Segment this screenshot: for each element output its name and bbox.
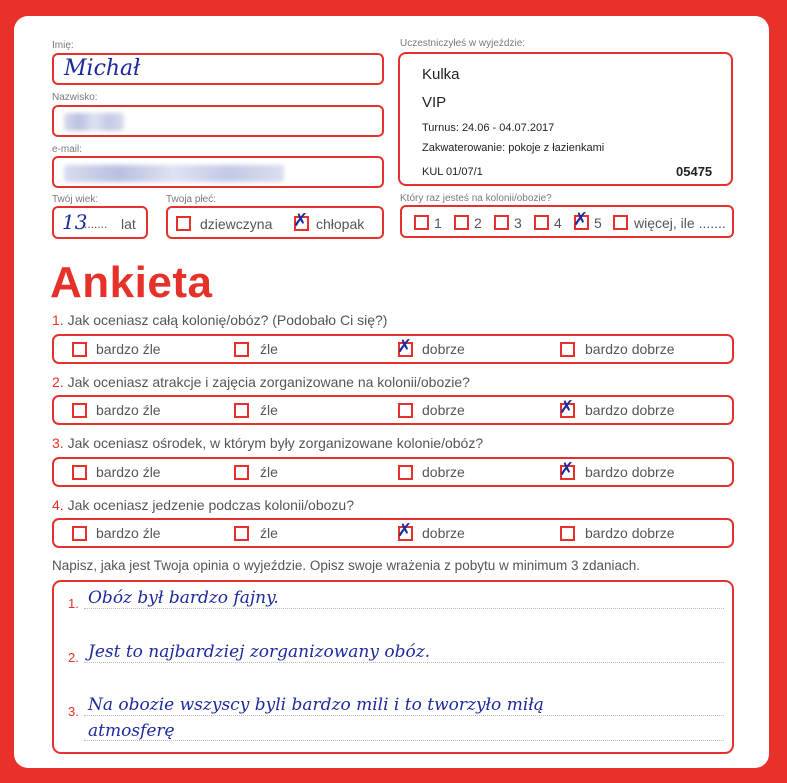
times-4-checkbox[interactable] bbox=[534, 215, 549, 230]
opinion-line-4: atmosferę bbox=[88, 721, 175, 741]
redacted-surname bbox=[64, 113, 124, 131]
x-mark-icon: ✗ bbox=[397, 520, 413, 541]
opinion-prompt: Napisz, jaka jest Twoja opinia o wyjeździe. Opisz swoje wrażenia z pobytu w minimum 3 zdaniach. bbox=[52, 558, 641, 573]
q4-option-bad[interactable] bbox=[234, 526, 249, 541]
x-mark-icon: ✗ bbox=[397, 336, 413, 357]
times-label: Który raz jesteś na kolonii/obozie? bbox=[400, 193, 552, 204]
gender-female-checkbox[interactable] bbox=[176, 216, 191, 231]
gender-female-label: dziewczyna bbox=[200, 216, 273, 232]
q1-option-very-bad[interactable] bbox=[72, 342, 87, 357]
option-label: bardzo dobrze bbox=[585, 525, 675, 541]
question-1: 1. Jak oceniasz całą kolonię/obóz? (Podobało Ci się?) bbox=[52, 312, 388, 328]
option-label: dobrze bbox=[422, 341, 465, 357]
q2-option-very-bad[interactable] bbox=[72, 403, 87, 418]
answer-row-4 bbox=[52, 518, 734, 548]
opinion-line-1: Obóz był bardzo fajny. bbox=[88, 588, 279, 608]
camp-turnus: Turnus: 24.06 - 04.07.2017 bbox=[422, 122, 555, 134]
email-label: e-mail: bbox=[52, 144, 83, 155]
question-3: 3. Jak oceniasz ośrodek, w którym były zorganizowane kolonie/obóz? bbox=[52, 435, 484, 451]
times-more-label: więcej, ile ....... bbox=[634, 215, 726, 231]
camp-type: VIP bbox=[422, 94, 447, 111]
q2-option-very-good[interactable] bbox=[559, 397, 575, 418]
times-1-checkbox[interactable] bbox=[414, 215, 429, 230]
option-label: źle bbox=[260, 464, 278, 480]
q3-option-very-good[interactable] bbox=[559, 459, 575, 480]
q3-option-good[interactable] bbox=[398, 465, 413, 480]
camp-number: 05475 bbox=[676, 164, 713, 179]
age-value: 13 bbox=[62, 210, 88, 234]
q2-option-good[interactable] bbox=[398, 403, 413, 418]
opinion-line-2: Jest to najbardziej zorganizowany obóz. bbox=[88, 642, 431, 662]
camp-card bbox=[398, 52, 733, 186]
camp-lodging: Zakwaterowanie: pokoje z łazienkami bbox=[422, 142, 605, 154]
gender-label: Twoja płeć: bbox=[166, 194, 217, 205]
opinion-field[interactable] bbox=[52, 580, 734, 754]
times-4-label: 4 bbox=[554, 215, 562, 231]
x-mark-icon: ✗ bbox=[573, 209, 589, 230]
option-label: bardzo źle bbox=[96, 525, 161, 541]
writing-line bbox=[84, 662, 724, 663]
option-label: bardzo źle bbox=[96, 402, 161, 418]
option-label: bardzo dobrze bbox=[585, 464, 675, 480]
gender-male-checkbox[interactable] bbox=[293, 210, 309, 231]
email-field[interactable] bbox=[52, 156, 384, 188]
q4-option-good[interactable] bbox=[397, 520, 413, 541]
gender-male-label: chłopak bbox=[316, 216, 365, 232]
answer-row-1 bbox=[52, 334, 734, 364]
camp-code: KUL 01/07/1 bbox=[422, 166, 483, 178]
times-5-checkbox[interactable] bbox=[573, 209, 589, 230]
surname-field[interactable] bbox=[52, 105, 384, 137]
option-label: źle bbox=[260, 402, 278, 418]
answer-row-3 bbox=[52, 457, 734, 487]
option-label: bardzo dobrze bbox=[585, 341, 675, 357]
option-label: dobrze bbox=[422, 525, 465, 541]
age-field[interactable] bbox=[52, 206, 148, 239]
question-2: 2. Jak oceniasz atrakcje i zajęcia zorganizowane na kolonii/obozie? bbox=[52, 374, 470, 390]
x-mark-icon: ✗ bbox=[559, 397, 575, 418]
surname-label: Nazwisko: bbox=[52, 92, 98, 103]
question-4: 4. Jak oceniasz jedzenie podczas kolonii/obozu? bbox=[52, 497, 354, 513]
name-field[interactable] bbox=[52, 53, 384, 85]
q3-option-bad[interactable] bbox=[234, 465, 249, 480]
q1-option-good[interactable] bbox=[397, 336, 413, 357]
age-unit: lat bbox=[121, 216, 136, 232]
writing-line bbox=[84, 715, 724, 716]
answer-row-2 bbox=[52, 395, 734, 425]
option-label: bardzo źle bbox=[96, 341, 161, 357]
option-label: bardzo dobrze bbox=[585, 402, 675, 418]
name-label: Imię: bbox=[52, 40, 74, 51]
survey-title: Ankieta bbox=[50, 258, 213, 307]
q1-option-very-good[interactable] bbox=[560, 342, 575, 357]
x-mark-icon: ✗ bbox=[293, 210, 309, 231]
name-value: Michał bbox=[64, 56, 141, 81]
times-field bbox=[400, 205, 734, 238]
writing-line bbox=[84, 740, 724, 741]
gender-field bbox=[166, 206, 384, 239]
times-3-label: 3 bbox=[514, 215, 522, 231]
q4-option-very-bad[interactable] bbox=[72, 526, 87, 541]
option-label: dobrze bbox=[422, 464, 465, 480]
q3-option-very-bad[interactable] bbox=[72, 465, 87, 480]
times-2-label: 2 bbox=[474, 215, 482, 231]
line-number: 2. bbox=[68, 650, 79, 665]
times-2-checkbox[interactable] bbox=[454, 215, 469, 230]
option-label: źle bbox=[260, 341, 278, 357]
q4-option-very-good[interactable] bbox=[560, 526, 575, 541]
line-number: 1. bbox=[68, 596, 79, 611]
age-dots: ....... bbox=[84, 217, 108, 231]
option-label: źle bbox=[260, 525, 278, 541]
redacted-email bbox=[64, 165, 284, 182]
writing-line bbox=[84, 608, 724, 609]
times-more-checkbox[interactable] bbox=[613, 215, 628, 230]
times-5-label: 5 bbox=[594, 215, 602, 231]
q2-option-bad[interactable] bbox=[234, 403, 249, 418]
camp-name: Kulka bbox=[422, 66, 460, 83]
camp-label: Uczestniczyłeś w wyjeździe: bbox=[400, 38, 526, 49]
times-3-checkbox[interactable] bbox=[494, 215, 509, 230]
x-mark-icon: ✗ bbox=[559, 459, 575, 480]
q1-option-bad[interactable] bbox=[234, 342, 249, 357]
line-number: 3. bbox=[68, 704, 79, 719]
opinion-line-3: Na obozie wszyscy byli bardzo mili i to tworzyło miłą bbox=[88, 695, 544, 715]
times-1-label: 1 bbox=[434, 215, 442, 231]
option-label: dobrze bbox=[422, 402, 465, 418]
age-label: Twój wiek: bbox=[52, 194, 99, 205]
option-label: bardzo źle bbox=[96, 464, 161, 480]
